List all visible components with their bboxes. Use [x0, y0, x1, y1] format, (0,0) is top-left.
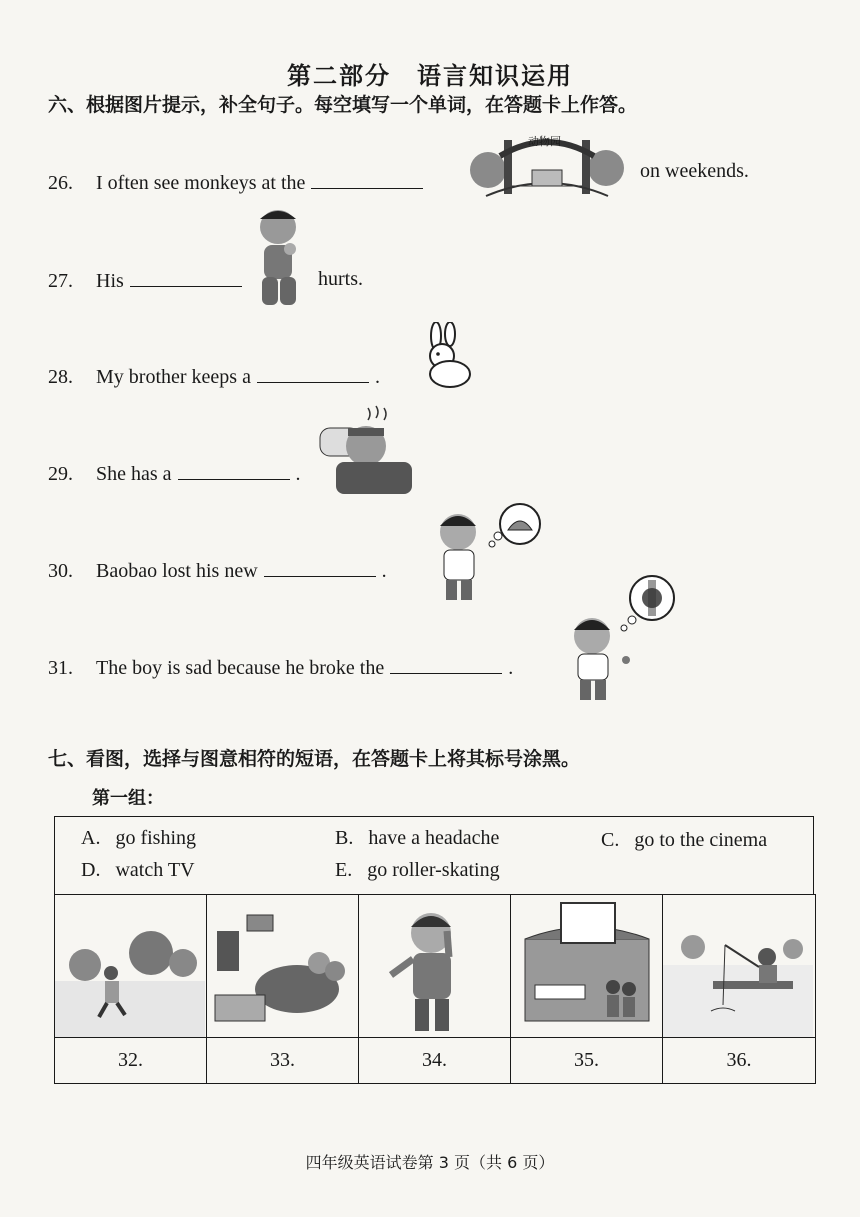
question-number: 35. — [574, 1049, 599, 1071]
question-number: 32. — [118, 1049, 143, 1071]
question-number: 33. — [270, 1049, 295, 1071]
option-text: go to the cinema — [634, 829, 768, 851]
section-7-heading: 七、看图，选择与图意相符的短语，在答题卡上将其标号涂黑。 — [48, 748, 581, 770]
option-c — [601, 829, 767, 852]
question-26 — [48, 170, 429, 195]
question-27-ending — [318, 268, 363, 291]
option-letter: A. — [81, 827, 101, 849]
section-6-heading: 六、根据图片提示，补全句子。每空填写一个单词，在答题卡上作答。 — [48, 94, 638, 116]
question-number: 30. — [48, 560, 73, 582]
boy-toothache-picture — [250, 205, 310, 309]
boy-broken-watch-picture — [566, 574, 682, 704]
picture-headache — [359, 895, 511, 1037]
question-text: My brother keeps a — [96, 366, 251, 388]
answer-cell-36 — [663, 1037, 815, 1083]
question-28 — [48, 364, 380, 389]
question-number: 27. — [48, 270, 73, 292]
question-text-after: . — [374, 366, 380, 388]
answer-blank — [311, 170, 423, 189]
picture-watch-tv — [207, 895, 359, 1037]
option-letter: E. — [335, 859, 353, 881]
question-text-after: . — [381, 560, 387, 582]
question-text: Baobao lost his new — [96, 560, 258, 582]
question-text-after: hurts. — [318, 268, 363, 290]
option-text: go roller-skating — [367, 859, 500, 881]
page-footer: 四年级英语试卷第 3 页（共 6 页） — [305, 1153, 555, 1172]
question-text: His — [96, 270, 124, 292]
page-title: 第二部分 语言知识运用 — [287, 62, 573, 90]
answer-blank — [178, 461, 290, 480]
question-text: She has a — [96, 463, 172, 485]
question-number: 36. — [726, 1049, 752, 1071]
answer-cell-32 — [55, 1037, 207, 1083]
option-letter: D. — [81, 859, 101, 881]
picture-roller-skating — [55, 895, 207, 1037]
question-text: The boy is sad because he broke the — [96, 657, 385, 679]
answer-blank — [130, 268, 242, 287]
question-number: 28. — [48, 366, 73, 388]
question-text-after: . — [508, 657, 514, 679]
question-text-after: on weekends. — [640, 160, 749, 182]
option-a — [81, 827, 196, 850]
answer-blank — [390, 655, 502, 674]
answer-blank — [264, 558, 376, 577]
option-text: go fishing — [115, 827, 197, 849]
option-text: watch TV — [115, 859, 195, 881]
picture-fishing — [663, 895, 815, 1037]
answer-blank — [257, 364, 369, 383]
question-text: I often see monkeys at the — [96, 172, 306, 194]
question-number: 34. — [422, 1049, 447, 1071]
question-31 — [48, 655, 513, 680]
question-26-ending — [640, 160, 749, 183]
option-letter: C. — [601, 829, 620, 851]
question-number: 26. — [48, 172, 73, 194]
question-30 — [48, 558, 387, 583]
group-label: 第一组： — [92, 788, 164, 809]
question-text-after: . — [295, 463, 301, 485]
option-b — [335, 827, 499, 850]
options-box — [54, 816, 814, 895]
answer-cell-35 — [511, 1037, 663, 1083]
picture-grid — [54, 894, 816, 1084]
question-29 — [48, 461, 301, 486]
answer-cell-34 — [359, 1037, 511, 1083]
picture-cinema — [511, 895, 663, 1037]
boy-lost-cap-picture — [428, 500, 544, 604]
answer-cell-33 — [207, 1037, 359, 1083]
question-number: 31. — [48, 657, 73, 679]
option-e — [335, 859, 500, 882]
question-number: 29. — [48, 463, 73, 485]
zoo-sign: 动物园 — [528, 135, 561, 148]
girl-fever-picture — [316, 404, 416, 496]
option-text: have a headache — [368, 827, 500, 849]
option-letter: B. — [335, 827, 354, 849]
option-d — [81, 859, 195, 882]
question-27 — [48, 268, 248, 293]
rabbit-picture — [418, 322, 474, 390]
